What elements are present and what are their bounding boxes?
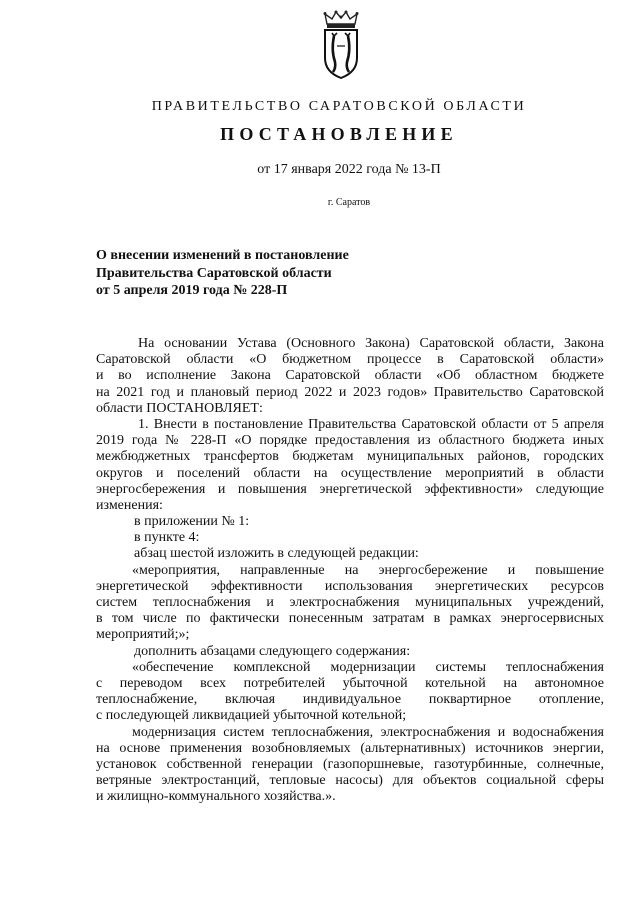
document-date-number: от 17 января 2022 года № 13-П [257, 162, 441, 177]
body-line: и во исполнение Закона Саратовской области «Об областном бюджете [96, 368, 604, 384]
subject-line: от 5 апреля 2019 года № 228-П [96, 283, 288, 298]
body-line: и жилищно-коммунального хозяйства.». [96, 789, 336, 805]
document-type-title: ПОСТАНОВЛЕНИЕ [220, 124, 458, 144]
body-line: ветряные электростанций, тепловые насосы) для объектов социальной сферы [96, 773, 604, 789]
subject-line: О внесении изменений в постановление [96, 248, 349, 263]
body-line: на 2021 год и плановый период 2022 и 2023 годов» Правительство Саратовской [96, 384, 604, 400]
saratov-coat-of-arms-icon [319, 10, 363, 82]
body-line: 2019 года № 228-П «О порядке предоставления из областного бюджета иных [96, 433, 604, 449]
body-line: дополнить абзацами следующего содержания: [134, 643, 411, 659]
body-line: области ПОСТАНОВЛЯЕТ: [96, 400, 263, 416]
body-line: энергетической эффективности использования энергетических ресурсов [96, 578, 604, 594]
body-line: межбюджетных трансфертов бюджетам муниципальных районов, городских [96, 449, 604, 465]
body-line: модернизация систем теплоснабжения, электроснабжения и водоснабжения [132, 724, 604, 740]
body-line: систем теплоснабжения и электроснабжения муниципальных учреждений, [96, 595, 604, 610]
body-line: мероприятий;»; [96, 627, 190, 643]
body-line: в том числе по фактически понесенным затратам в рамках энергосервисных [96, 611, 604, 627]
body-line: округов и поселений области на осуществление мероприятий в области [96, 465, 604, 481]
subject-line: Правительства Саратовской области [96, 265, 332, 281]
body-line: с переводом всех потребителей убыточной котельной на автономное [96, 675, 604, 691]
body-line: 1. Внести в постановление Правительства Саратовской области от 5 апреля [138, 416, 604, 432]
government-name: ПРАВИТЕЛЬСТВО САРАТОВСКОЙ ОБЛАСТИ [151, 99, 527, 114]
body-line: в приложении № 1: [134, 514, 250, 530]
body-line: с последующей ликвидацией убыточной котельной; [96, 708, 407, 724]
body-line: абзац шестой изложить в следующей редакции: [134, 546, 419, 562]
document-body [96, 336, 604, 805]
body-line: на основе применения возобновляемых (альтернативных) источников энергии, [96, 740, 604, 756]
document-subject [96, 247, 426, 300]
body-line: Саратовской области «О бюджетном процессе в Саратовской области» [96, 352, 604, 368]
document-city: г. Саратов [327, 197, 371, 208]
body-line: «мероприятия, направленные на энергосбережение и повышение [132, 562, 604, 578]
body-line: «обеспечение комплексной модернизации системы теплоснабжения [132, 659, 604, 675]
body-line: в пункте 4: [134, 530, 200, 546]
body-line: изменения: [96, 497, 163, 513]
body-line: На основании Устава (Основного Закона) Саратовской области, Закона [138, 336, 604, 351]
body-line: энергосбережения и повышения энергетической эффективности» следующие [96, 481, 604, 497]
body-line: теплоснабжение, включая индивидуальное поквартирное отопление, [96, 692, 604, 708]
body-line: установок собственной генерации (газопоршневые, газотурбинные, солнечные, [96, 756, 604, 772]
